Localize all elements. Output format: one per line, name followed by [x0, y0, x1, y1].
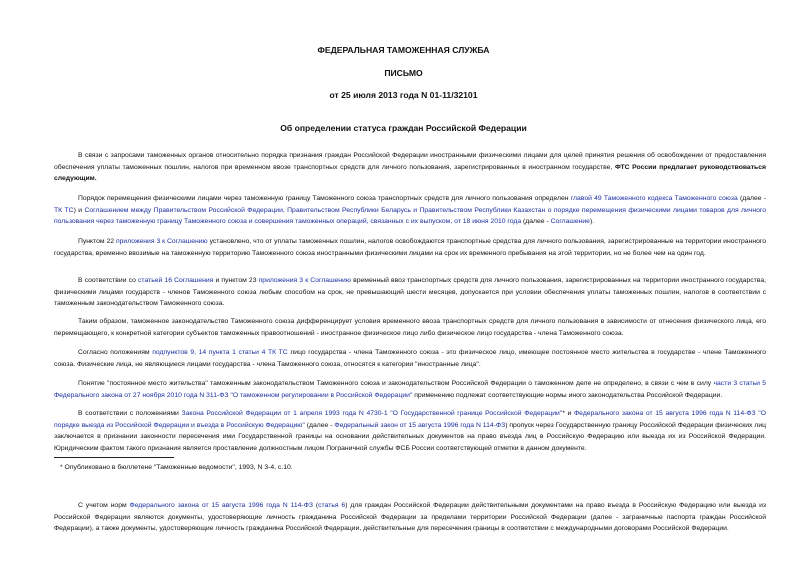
paragraph-5	[54, 316, 766, 339]
paragraph-1	[54, 150, 766, 185]
p9-text-1: С учетом норм	[78, 502, 130, 509]
p2-text-4: (далее -	[521, 218, 551, 226]
p2-text-2: (далее -	[737, 195, 767, 202]
link-law-114-fz-b[interactable]: Федерального закона от 15 августа 1996 года N 114-ФЗ	[129, 502, 313, 509]
link-article-16[interactable]: статьей 16 Соглашения	[138, 277, 214, 284]
p9-text-3: ) для граждан Российской Федерации действительными документами на право въезда в Российскую Федерацию или выезда из Российской Федерации являются документы, удостоверяющие личность гражданина Российской Федерации за пределами территории Российской Федерации (далее - заграничные паспорта граждан Российской Федерации), а также документы, удостоверяющие личность гражданина Российской Федерации, действительные для пересечения границы в соответствии с международными договорами Российской Федерации.	[54, 502, 767, 533]
p3-text-1: Пунктом 22	[78, 238, 116, 245]
agency-title: ФЕДЕРАЛЬНАЯ ТАМОЖЕННАЯ СЛУЖБА	[317, 45, 490, 55]
p1-text: В связи с запросами таможенных органов относительно порядка признания граждан Российской Федерации иностранными физическими лицами для целей принятия решения об освобождении от предоставления обеспечения уплаты таможенных пошлин, налогов при временном ввозе транспортных средств для личного пользования, зарегистрированных в иностранном государстве,	[54, 152, 766, 171]
link-agreement[interactable]: Соглашением между Правительством Российской Федерации, Правительством Республики Беларусь и Правительством Республики Казахстан о порядке перемещения физическими лицами товаров для личного пользования через таможенную границу Таможенного союза и совершения таможенных операций, связанных с их выпуском, от 18 июня 2010 года	[54, 206, 767, 226]
paragraph-8	[54, 408, 766, 454]
paragraph-7	[54, 378, 766, 401]
p5-text: Таким образом, таможенное законодательство Таможенного союза дифференцирует условия временного ввоза транспортных средств для личного пользования в зависимости от отнесения физического лица, его перемещающего, к конкретной категории субъектов таможенных правоотношений - иностранное физическое лицо либо физическое лицо государства - члена Таможенного союза.	[54, 318, 766, 337]
p3-text-2: установлено, что от уплаты таможенных пошлин, налогов освобождаются транспортные средства для личного пользования, зарегистрированные на территории иностранного государства, временно ввозимые на таможенную территорию Таможенного союза иностранными физическими лицами на срок их временного пребывания на этой территории, но не более чем на один год.	[54, 238, 766, 257]
link-law-4730-1[interactable]: Закона Российской Федерации от 1 апреля 1993 года N 4730-1 "О Государственной границе Российской Федерации"	[181, 410, 563, 417]
link-article-6[interactable]: статья 6	[318, 502, 346, 509]
paragraph-3	[54, 236, 766, 259]
link-law-311-fz[interactable]: части 3 статьи 5 Федерального закона от 27 ноября 2010 года N 311-ФЗ "О таможенном регулировании в Российской Федерации"	[54, 380, 766, 399]
p8-text-2: * и	[562, 410, 575, 417]
p1-bold-text: ФТС России предлагает руководствоваться следующим.	[54, 163, 766, 183]
p4-text-2: и пунктом 23	[213, 277, 259, 284]
link-chapter-49-tk-ts[interactable]: главой 49 Таможенного кодекса Таможенного союза	[570, 195, 738, 202]
link-law-114-fz-short[interactable]: Федеральный закон от 15 августа 1996 года N 114-ФЗ	[334, 421, 506, 429]
footnote-divider	[54, 457, 174, 458]
paragraph-6	[54, 347, 766, 370]
footnote: * Опубликовано в бюллетене "Таможенные ведомости", 1993, N 3-4, с.10.	[60, 464, 293, 471]
p6-text-1: Согласно положениям	[78, 349, 153, 356]
p6-text-2: лицо государства - члена Таможенного союза - это физическое лицо, имеющее постоянное место жительства в государстве - члене Таможенного союза. Физические лица, не являющиеся лицами государства - члена Таможенного союза, относятся к категории "иностранные лица".	[54, 349, 766, 368]
document-date-number: от 25 июля 2013 года N 01-11/32101	[329, 90, 478, 100]
link-appendix-3[interactable]: приложения 3 к Соглашению	[115, 238, 208, 245]
link-law-114-fz[interactable]: Федерального закона от 15 августа 1996 года N 114-ФЗ "О порядке выезда из Российской Федерации и въезда в Российскую Федерацию"	[54, 410, 767, 429]
link-appendix-3-b[interactable]: приложения 3 к Соглашению	[258, 277, 351, 284]
link-tk-ts[interactable]: ТК ТС	[54, 206, 74, 214]
p8-text-1: В соответствии с положениями	[78, 410, 182, 417]
link-agreement-short[interactable]: Соглашение	[550, 218, 590, 226]
paragraph-2	[54, 193, 766, 228]
link-subparagraphs-art-4[interactable]: подпунктов 9, 14 пункта 1 статьи 4 ТК ТС	[152, 349, 288, 356]
p2-text-3: ) и	[73, 206, 85, 214]
document-type: ПИСЬМО	[384, 68, 423, 78]
paragraph-9	[54, 500, 766, 535]
p4-text-1: В соответствии со	[78, 277, 139, 284]
p2-text-1: Порядок перемещения физическими лицами через таможенную границу Таможенного союза транспортных средств для личного пользования определен	[78, 195, 571, 202]
document-subject: Об определении статуса граждан Российской Федерации	[280, 123, 527, 133]
p2-text-5: ).	[589, 218, 595, 226]
p8-text-3: (далее -	[304, 421, 335, 429]
p4-text-3: временный ввоз транспортных средств для личного пользования, зарегистрированных на территории иностранного государства, физическими лицами государств - членов Таможенного союза любым способом на срок, не превышающий шести месяцев, допускается при условии обеспечения уплаты таможенных пошлин, налогов в соответствии с таможенным законодательством Таможенного союза.	[54, 277, 766, 308]
p7-text-1: Понятие "постоянное место жительства" таможенным законодательством Таможенного союза и законодательством Российской Федерации о таможенном деле не определено, в связи с чем в силу	[78, 380, 714, 387]
p8-text-4: ) пропуск через Государственную границу Российской Федерации физических лиц заключается в признании законности пересечения ими Государственной границы на основании действительных документов на право въезда лиц в Российскую Федерацию или выезда их из Российской Федерации. Юридическим фактом такого признания является проставление должностным лицом Пограничной службы ФСБ России соответствующей отметки в данном документе.	[54, 421, 767, 452]
p7-text-2: применению подлежат соответствующие нормы иного законодательства Российской Федерации.	[412, 391, 723, 399]
p9-text-2: (	[312, 502, 319, 509]
paragraph-4	[54, 275, 766, 310]
